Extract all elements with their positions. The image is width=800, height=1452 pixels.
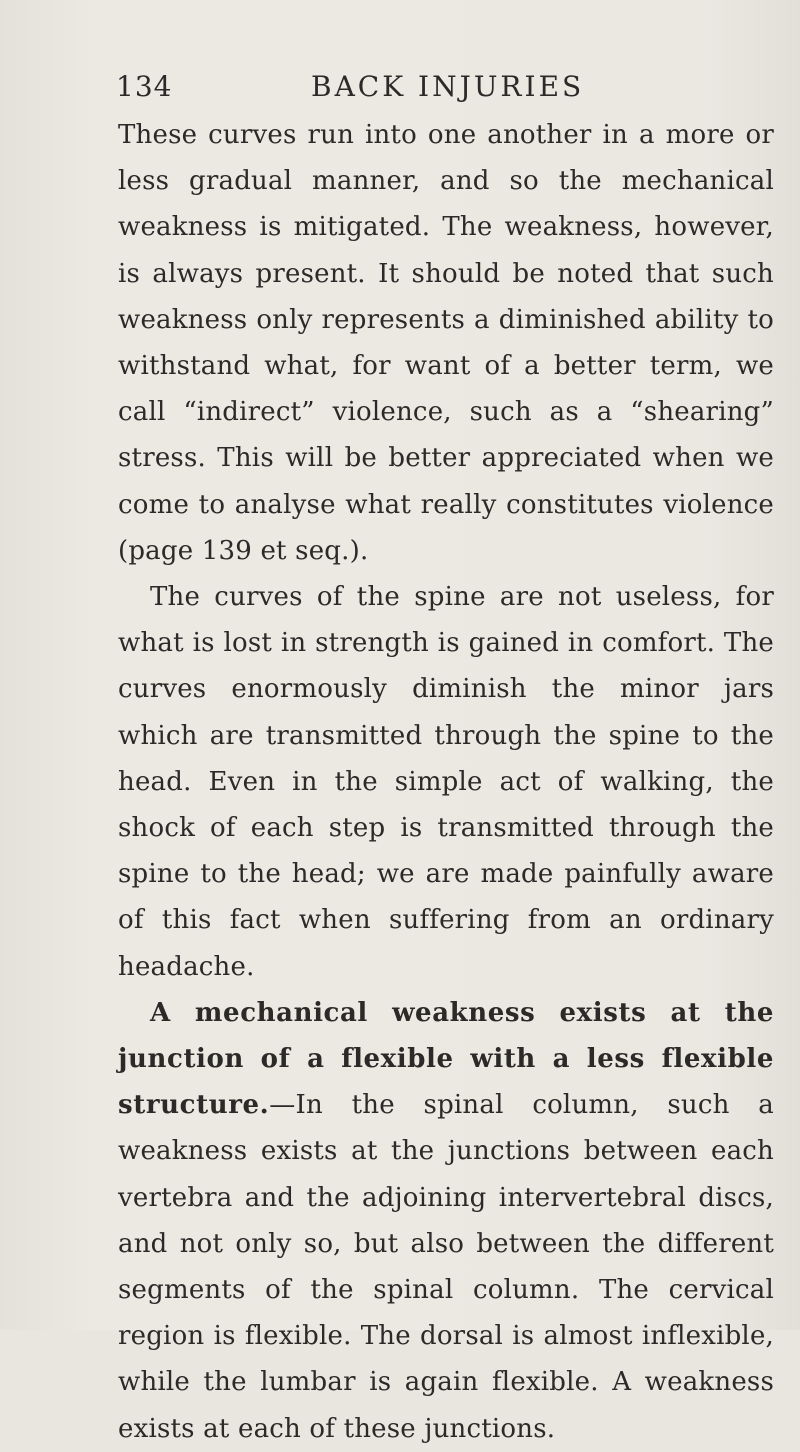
paragraph-body: —In the spinal column, such a weakness exists at the junctions between each vertebra and the adjoining intervertebral discs, and not only so, but also between the different segments of the spinal column. The cervical region is flexible. The dorsal is almost inflexible, while the lumbar is again flexible. A weakness exists at each of these junctions. — [118, 1090, 774, 1444]
paragraph-curves-weakness: These curves run into one another in a more or less gradual manner, and so the mechanical weakness is mitigated. The weakness, however, is always present. It should be noted that such weakness only represents a diminished ability to withstand what, for want of a better term, we call “indirect” violence, such as a “shearing” stress. This will be better appreciated when we come to analyse what really constitutes violence (page 139 et seq.). — [118, 120, 774, 566]
page-number: 134 — [116, 70, 173, 103]
paragraph-junction-weakness — [118, 990, 774, 1452]
paragraph-heading: A mechanical weakness exists at the junction of a flexible with a less flexible structure. — [118, 997, 774, 1121]
paragraph-curves-comfort: The curves of the spine are not useless, for what is lost in strength is gained in comfort. The curves enormously diminish the minor jars which are transmitted through the spine to the head. Even in the simple act of walking, the shock of each step is transmitted through the spine to the head; we are made painfully aware of this fact when suffering from an ordinary headache. — [118, 582, 774, 982]
body-text — [118, 112, 774, 1452]
page-header — [116, 70, 696, 110]
running-title: BACK INJURIES — [311, 70, 585, 103]
